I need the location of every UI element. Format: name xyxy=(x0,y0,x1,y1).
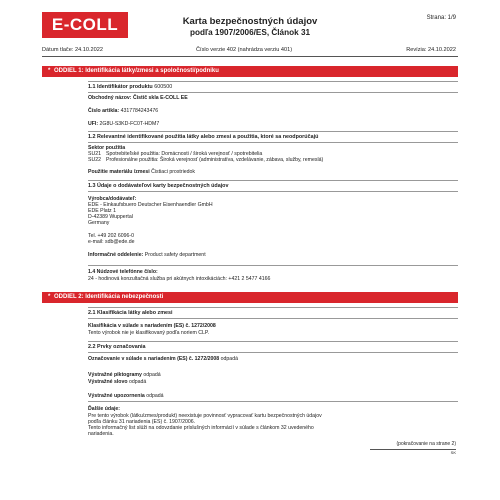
ufi-label: UFI: xyxy=(88,121,99,127)
supplier-line-4: Germany xyxy=(88,220,110,226)
company-logo: E-COLL xyxy=(42,12,128,38)
info-label: Informačné oddelenie: xyxy=(88,252,144,258)
hazard-label: Výstražné upozornenia xyxy=(88,393,145,399)
document-subtitle: podľa 1907/2006/ES, Článok 31 xyxy=(189,28,311,37)
ufi-row xyxy=(88,121,159,127)
trade-name-row xyxy=(88,95,188,101)
ufi-value: 2G8U-S3KD-FC0T-HDM7 xyxy=(99,121,160,127)
sector-title: Sektor použitia xyxy=(88,145,126,151)
pictogram-row xyxy=(88,372,161,378)
s14-divider xyxy=(88,265,458,267)
section2-header: * ODDIEL 2: Identifikácia nebezpečnosti xyxy=(42,292,458,303)
hazard-row xyxy=(88,393,164,399)
signal-word-label: Výstražné slovo xyxy=(88,379,128,385)
su21-code: SU21 xyxy=(88,151,101,157)
section1-header: * ODDIEL 1: Identifikácia látky/zmesi a spoločnosti/podniku xyxy=(42,66,458,77)
labeling-row xyxy=(88,356,238,362)
supplier-email: e-mail: sdb@ede.de xyxy=(88,239,135,245)
footer-code: SK xyxy=(450,450,456,455)
labeling-value: odpadá xyxy=(220,356,238,362)
section2-title: ODDIEL 2: Identifikácia nebezpečnosti xyxy=(54,294,164,300)
s11-heading xyxy=(88,81,458,93)
article-row xyxy=(88,108,158,114)
su22-row xyxy=(88,157,323,163)
material-value: Čistiaci prostriedok xyxy=(151,169,195,175)
info-value: Product safety department xyxy=(144,252,206,258)
s13-heading: 1.3 Údaje o dodávateľovi karty bezpečnostných údajov xyxy=(88,180,458,192)
print-date: Dátum tlače: 24.10.2022 xyxy=(42,47,103,53)
section1-title: ODDIEL 1: Identifikácia látky/zmesi a spoločnosti/podniku xyxy=(54,68,219,74)
su22-text: Profesionálne použitia: Široká verejnosť (administratíva, vzdelávanie, zábava, služby, remeslá) xyxy=(106,157,324,163)
material-row xyxy=(88,169,195,175)
footer-divider xyxy=(370,449,456,450)
s11-label: 1.1 Identifikátor produktu xyxy=(88,84,153,90)
info-row xyxy=(88,252,206,258)
pictogram-value: odpadá xyxy=(143,372,161,378)
version-number: Číslo verzie 402 (nahrádza verziu 401) xyxy=(196,47,293,53)
supplier-line-3: D-42389 Wuppertal xyxy=(88,214,133,220)
further-line-2: podľa článku 31 nariadenia (ES) č. 1907/2006. xyxy=(88,419,196,425)
su22-code: SU22 xyxy=(88,157,101,163)
hazard-value: odpadá xyxy=(146,393,164,399)
signal-word-row xyxy=(88,379,146,385)
trade-name-value: Čistič skla E-COLL EE xyxy=(132,95,188,101)
article-value: 4317784243476 xyxy=(120,108,159,114)
labeling-label: Označovanie v súlade s nariadením (ES) č. 1272/2008 xyxy=(88,356,220,362)
classification-value: Tento výrobok nie je klasifikovaný podľa noriem CLP. xyxy=(88,330,210,336)
pictogram-label: Výstražné piktogramy xyxy=(88,372,142,378)
further-line-1: Pre tento výrobok (látku/zmes/produkt) neexistuje povinnosť vypracovať kartu bezpečnostných údajov xyxy=(88,413,322,419)
classification-label: Klasifikácia v súlade s nariadením (ES) č. 1272/2008 xyxy=(88,323,216,329)
further-line-3: Tento informačný list slúži na odovzdanie príslušných informácií v súlade s článkom 32 uvedeného xyxy=(88,425,314,431)
signal-word-value: odpadá xyxy=(128,379,147,385)
article-label: Číslo artikla: xyxy=(88,108,120,114)
s14-heading: 1.4 Núdzové telefónne číslo: xyxy=(88,269,158,275)
supplier-tel: Tel. +49 202 6096-0 xyxy=(88,233,135,239)
s22-heading: 2.2 Prvky označovania xyxy=(88,341,458,353)
supplier-line-2: EDE Platz 1 xyxy=(88,208,116,214)
document-title: Karta bezpečnostných údajov xyxy=(182,16,318,27)
header-divider xyxy=(42,56,458,57)
s11-code: 600500 xyxy=(154,84,173,90)
revision-date: Revízia: 24.10.2022 xyxy=(406,47,456,53)
page-number: Strana: 1/9 xyxy=(426,15,456,21)
s12-heading: 1.2 Relevantné identifikované použitia látky alebo zmesi a použitia, ktoré sa neodporúčajú xyxy=(88,131,458,143)
further-line-4: nariadenia. xyxy=(88,431,114,437)
trade-name-label: Obchodný názov: xyxy=(88,95,132,101)
supplier-label: Výrobca/dodávateľ: xyxy=(88,196,137,202)
continued-note: (pokračovanie na strane 2) xyxy=(396,441,456,447)
su21-text: Spotrebiteľské použitia: Domácnosti / široká verejnosť / spotrebitelia xyxy=(106,151,263,157)
s14-value: 24 - hodinová konzultačná služba pri akútnych intoxikáciách: +421 2 5477 4166 xyxy=(88,276,271,282)
further-divider xyxy=(88,401,458,403)
s21-heading: 2.1 Klasifikácia látky alebo zmesi xyxy=(88,307,458,319)
material-label: Použitie materiálu /zmesi xyxy=(88,169,150,175)
supplier-line-1: EDE - Einkaufsbuero Deutscher Eisenhaendler GmbH xyxy=(88,202,213,208)
further-label: Ďalšie údaje: xyxy=(88,406,121,412)
